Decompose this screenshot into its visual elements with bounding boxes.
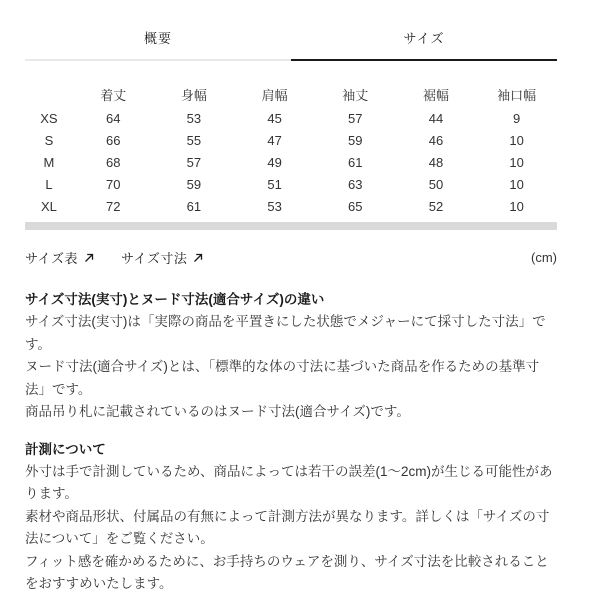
value-cell: 59 [186,176,202,192]
value-cell: 10 [509,132,524,148]
section-title: 計測について [25,441,106,457]
tab-size[interactable]: サイズ [291,20,557,61]
section-title: サイズ寸法(実寸)とヌード寸法(適合サイズ)の違い [25,292,325,307]
section-paragraph: 外寸は手で計測しているため、商品によっては若干の誤差(1〜2cm)が生じる可能性があります。 [25,463,553,501]
section-paragraph: 商品吊り札に記載されているのはヌード寸法(適合サイズ)です。 [25,404,410,419]
size-measurement-link[interactable] [121,248,204,267]
section-paragraph: サイズ寸法(実寸)は「実際の商品を平置きにした状態でメジャーにて採寸した寸法」です。 [25,314,546,352]
table-row [25,107,557,129]
size-table [25,81,557,217]
unit-label: (cm) [531,250,557,265]
size-cell: XS [40,110,58,126]
value-cell: 57 [186,154,202,170]
tab-overview[interactable]: 概要 [25,20,291,61]
column-header-sleeve-length: 袖丈 [342,87,369,103]
value-cell: 61 [348,154,363,170]
value-cell: 59 [348,132,363,148]
size-chart-link-label: サイズ表 [25,251,78,266]
size-cell: M [43,154,55,170]
column-header-body-width: 身幅 [180,87,207,103]
value-cell: 10 [509,198,524,214]
column-header-cuff-width: 袖口幅 [497,87,537,103]
value-cell: 70 [105,176,121,192]
value-cell: 48 [428,154,444,170]
value-cell: 57 [348,110,363,126]
value-cell: 51 [267,176,282,192]
value-cell: 52 [428,198,444,214]
links-row [25,248,557,267]
value-cell: 10 [509,154,524,170]
size-cell: XL [40,198,57,214]
value-cell: 61 [186,198,202,214]
column-header-body-length: 着丈 [100,87,127,103]
table-row [25,129,557,151]
value-cell: 9 [513,110,521,126]
tab-bar [25,20,557,61]
section-paragraph: ヌード寸法(適合サイズ)とは、「標準的な体の寸法に基づいた商品を作るための基準寸法」です。 [25,359,540,397]
column-header-hem-width: 裾幅 [422,87,449,103]
section-paragraph: 素材や商品形状、付属品の有無によって計測方法が異なります。詳しくは「サイズの寸法について」をご覧ください。 [25,508,550,546]
value-cell: 47 [267,132,282,148]
horizontal-scrollbar[interactable] [25,222,557,230]
arrow-up-right-icon [83,252,95,264]
column-header-shoulder-width: 肩幅 [261,87,288,103]
value-cell: 44 [428,110,444,126]
value-cell: 68 [105,154,121,170]
value-cell: 49 [267,154,282,170]
value-cell: 55 [186,132,202,148]
value-cell: 53 [186,110,202,126]
column-header-size [25,81,73,107]
value-cell: 72 [105,198,121,214]
value-cell: 64 [105,110,121,126]
value-cell: 53 [267,198,282,214]
table-header-row [25,81,557,107]
size-measurement-link-label: サイズ寸法 [120,251,188,266]
size-cell: S [44,132,54,148]
size-cell: L [45,176,53,192]
value-cell: 46 [428,132,444,148]
size-chart-link[interactable] [25,248,95,267]
table-row [25,173,557,195]
value-cell: 45 [267,110,282,126]
section-measurement [25,438,557,596]
value-cell: 63 [348,176,363,192]
section-size-vs-nude [25,288,557,424]
value-cell: 65 [348,198,363,214]
value-cell: 66 [105,132,121,148]
value-cell: 50 [428,176,444,192]
section-paragraph: フィット感を確かめるために、お手持ちのウェアを測り、サイズ寸法を比較されることをおすすめいたします。 [25,553,549,591]
table-row [25,195,557,217]
value-cell: 10 [509,176,524,192]
arrow-up-right-icon [192,252,204,264]
table-row [25,151,557,173]
